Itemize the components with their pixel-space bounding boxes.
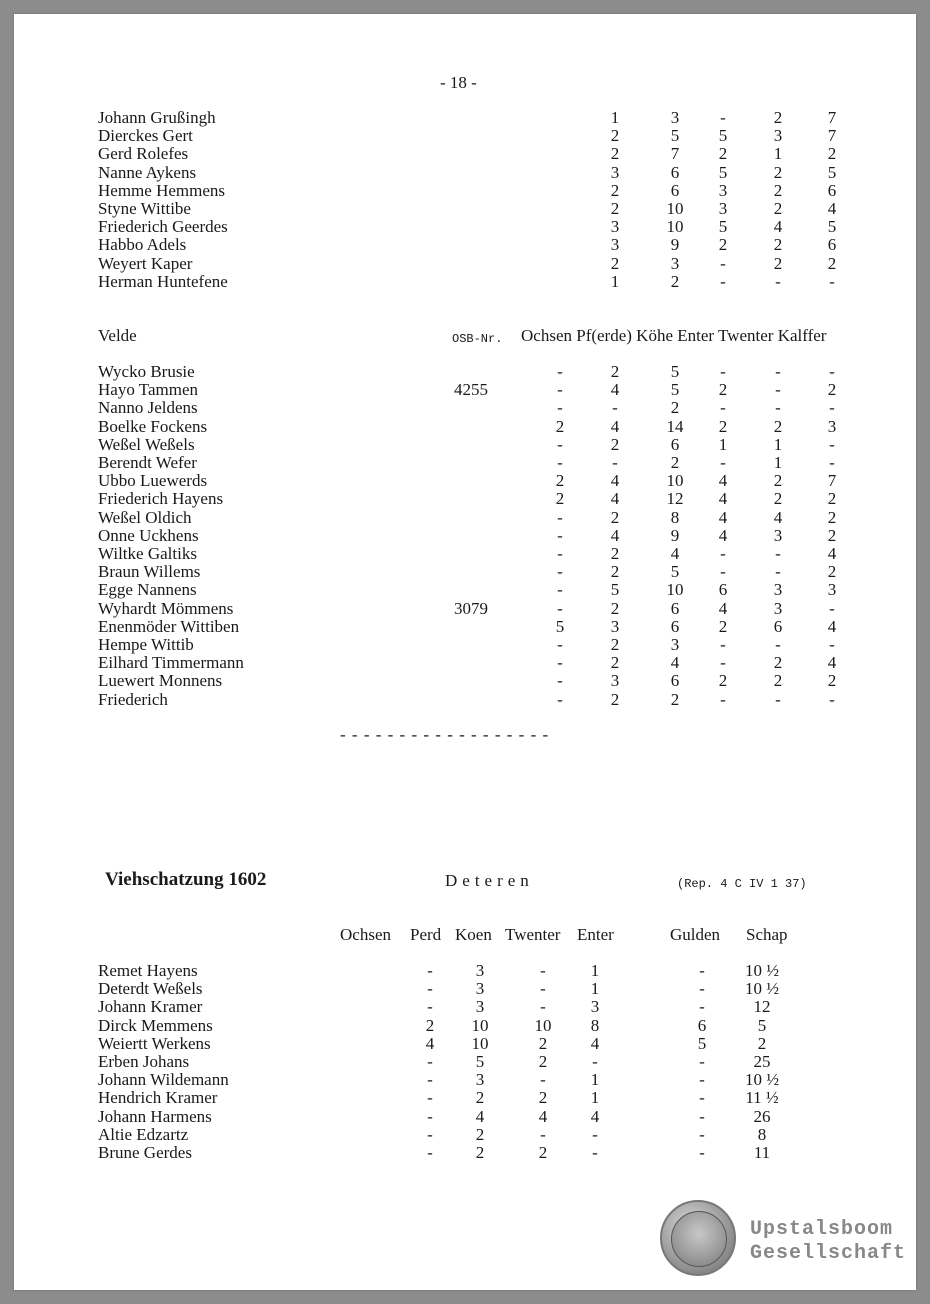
table-cell: 4 (773, 217, 783, 237)
table-cell: 2 (773, 235, 783, 255)
table-row-name: Johann Harmens (98, 1106, 212, 1126)
table-cell: - (612, 453, 618, 472)
table-cell: 2 (773, 489, 783, 509)
table-cell: - (557, 507, 563, 527)
table-cell: 6 (670, 671, 680, 691)
table-cell: 3 (610, 616, 620, 636)
table-cell: 2 (670, 453, 680, 472)
table-row-name: Dirck Memmens (98, 1015, 213, 1035)
table-cell: 6 (718, 580, 728, 600)
table-cell: - (720, 108, 726, 127)
table-cell: - (829, 598, 835, 618)
column-header: Gulden (670, 925, 721, 944)
table-cell: 5 (610, 580, 620, 600)
table-cell: - (557, 671, 563, 691)
table-cell: 2 (538, 1088, 548, 1108)
table-cell: 4 (610, 525, 620, 545)
table-cell: 2 (610, 689, 620, 709)
table-cell: 3 (610, 162, 620, 182)
table-cell: 1 (773, 434, 783, 454)
table-cell: 9 (670, 525, 680, 545)
table-row-name: Hemme Hemmens (98, 180, 225, 200)
table-cell: 6 (670, 598, 680, 618)
table-row-name: Weßel Oldich (98, 507, 192, 527)
table-cell: 2 (718, 616, 728, 636)
table-cell: 1 (610, 271, 620, 291)
column-header: Schap (746, 925, 788, 944)
table-cell: - (699, 1052, 705, 1071)
table-cell: 5 (697, 1033, 707, 1053)
table-row-name: Dierckes Gert (98, 126, 193, 146)
table-cell: 1 (590, 961, 600, 980)
table-cell: 10 (666, 580, 684, 600)
table-cell: 2 (773, 653, 783, 673)
table-cell: 10 (471, 1015, 489, 1035)
table-cell: 4 (610, 489, 620, 509)
table-cell: 2 (555, 416, 565, 436)
table-row-name: Friederich Geerdes (98, 217, 228, 237)
table-cell: 5 (555, 616, 565, 636)
table-cell: 2 (538, 1033, 548, 1053)
table-row-name: Gerd Rolefes (98, 144, 189, 164)
table-row-name: Wiltke Galtiks (98, 544, 197, 563)
table-cell: - (540, 997, 546, 1017)
table-cell: 2 (538, 1052, 548, 1071)
table-cell: 5 (827, 162, 837, 182)
table-cell: 2 (475, 1124, 485, 1144)
table-cell: 9 (670, 235, 680, 255)
table-row-name: Boelke Fockens (98, 416, 208, 436)
table-row-name: Altie Edzartz (98, 1124, 189, 1144)
logo-line2: Gesellschaft (750, 1242, 907, 1265)
table-cell: 2 (475, 1088, 485, 1108)
table-cell: 10 (666, 471, 684, 491)
section3-place: Deteren (445, 871, 534, 890)
table-row-name: Nanno Jeldens (98, 398, 198, 418)
table-cell: 2 (475, 1143, 485, 1162)
table-cell: - (557, 525, 563, 545)
table-cell: 2 (773, 180, 783, 200)
section3-reference: (Rep. 4 C IV 1 37) (677, 877, 807, 891)
table-cell: 2 (610, 180, 620, 200)
table-cell: 5 (670, 362, 680, 381)
table-cell: 3 (670, 635, 680, 654)
table-row-name: Braun Willems (98, 562, 201, 582)
table-cell: 2 (610, 253, 620, 273)
table-cell: 5 (670, 126, 680, 146)
table-cell: - (720, 544, 726, 563)
table-cell: 6 (697, 1015, 707, 1035)
table-cell: - (775, 398, 781, 418)
table-cell: - (720, 562, 726, 582)
table-cell: 6 (670, 616, 680, 636)
table-cell: - (427, 961, 433, 980)
table-cell: 2 (555, 471, 565, 491)
table-cell: 2 (827, 562, 837, 582)
table-cell: - (557, 362, 563, 381)
table-cell: 3 (610, 235, 620, 255)
table-cell: - (557, 653, 563, 673)
table-cell: 3 (773, 598, 783, 618)
table-row-name: Johann Kramer (98, 997, 203, 1017)
table-cell: 25 (753, 1052, 771, 1071)
table-cell: 10 (471, 1033, 489, 1053)
table-cell: 1 (610, 108, 620, 127)
table-cell: - (557, 689, 563, 709)
table-cell: - (720, 271, 726, 291)
table-row-name: Ubbo Luewerds (98, 471, 208, 491)
table-cell: - (829, 635, 835, 654)
table-cell: 4 (670, 653, 680, 673)
table-cell: 2 (555, 489, 565, 509)
table-cell: 2 (610, 653, 620, 673)
table-cell: 3 (670, 253, 680, 273)
section2-osb-label: OSB-Nr. (452, 332, 503, 346)
table-cell: 1 (590, 1070, 600, 1090)
table-cell: 2 (425, 1015, 435, 1035)
table-cell: - (540, 1124, 546, 1144)
table-cell: 4 (610, 380, 620, 400)
document-page (14, 14, 916, 1290)
table-cell: 3 (475, 1070, 485, 1090)
table-cell: 2 (718, 671, 728, 691)
table-cell: - (829, 689, 835, 709)
table-cell: - (699, 979, 705, 999)
table-cell: - (557, 544, 563, 563)
table-cell: 1 (773, 144, 783, 164)
table-cell: - (557, 398, 563, 418)
table-cell: 3 (827, 580, 837, 600)
table-cell: 5 (718, 162, 728, 182)
table-cell: 1 (718, 434, 728, 454)
table-row-name: Enenmöder Wittiben (98, 616, 240, 636)
table-cell: - (699, 1124, 705, 1144)
table-cell: 2 (610, 362, 620, 381)
table-row-name: Eilhard Timmermann (98, 653, 244, 673)
table-cell: 2 (773, 108, 783, 127)
column-header: Perd (410, 925, 442, 944)
table-cell: 1 (773, 453, 783, 472)
table-cell: 3 (475, 979, 485, 999)
table-cell: 7 (827, 108, 837, 127)
table-cell: 6 (773, 616, 783, 636)
table-cell: 4 (590, 1033, 600, 1053)
table-cell: 4 (827, 544, 837, 563)
table-cell: - (557, 453, 563, 472)
table-cell: - (720, 362, 726, 381)
table-cell: 14 (666, 416, 684, 436)
table-cell: 1 (590, 1088, 600, 1108)
table-cell: - (699, 1106, 705, 1126)
table-cell: 6 (670, 434, 680, 454)
table-cell: - (775, 544, 781, 563)
table-cell: 1 (590, 979, 600, 999)
table-cell: 4 (670, 544, 680, 563)
table-row-name: Johann Grußingh (98, 108, 216, 127)
table-row-name: Berendt Wefer (98, 453, 197, 472)
table-cell: 2 (610, 562, 620, 582)
table-cell: - (720, 453, 726, 472)
table-cell: 2 (610, 199, 620, 218)
table-cell: - (427, 1143, 433, 1162)
table-cell: - (427, 1070, 433, 1090)
table-row-name: Wyhardt Mömmens (98, 598, 234, 618)
table-cell: 3 (610, 671, 620, 691)
table-cell: 2 (773, 416, 783, 436)
table-row-name: Deterdt Weßels (98, 979, 203, 999)
table-cell: 2 (718, 235, 728, 255)
table-cell: 5 (670, 562, 680, 582)
table-cell: 6 (670, 162, 680, 182)
table-row-name: Hempe Wittib (98, 635, 194, 654)
table-cell: - (427, 1052, 433, 1071)
table-cell: 10 (666, 199, 684, 218)
table-cell: - (829, 453, 835, 472)
table-cell: 26 (753, 1106, 771, 1126)
table-cell: 12 (753, 997, 771, 1017)
table-cell: - (829, 398, 835, 418)
table-cell: 4 (773, 507, 783, 527)
column-header: Koen (455, 925, 492, 944)
table-cell: 4 (610, 416, 620, 436)
table-cell: 2 (773, 199, 783, 218)
table-cell: 5 (718, 217, 728, 237)
table-cell: 2 (610, 144, 620, 164)
table-row-name: Hayo Tammen (98, 380, 198, 400)
table-cell: - (720, 689, 726, 709)
table-cell: 4 (718, 489, 728, 509)
table-cell: - (427, 1106, 433, 1126)
table-cell: - (540, 961, 546, 980)
table-cell: 8 (590, 1015, 600, 1035)
table-row-name: Weiertt Werkens (98, 1033, 211, 1053)
table-cell: 10 (534, 1015, 552, 1035)
table-cell: 10 ½ (745, 979, 779, 999)
table-cell: 6 (827, 180, 837, 200)
table-cell: - (699, 1088, 705, 1108)
page-number: - 18 - (440, 73, 477, 92)
table-cell: 2 (773, 471, 783, 491)
table-cell: 5 (827, 217, 837, 237)
table-cell: 3 (590, 997, 600, 1017)
table-row-name: Erben Johans (98, 1052, 190, 1071)
osb-number: 4255 (454, 380, 488, 400)
table-cell: - (720, 635, 726, 654)
table-cell: - (699, 1070, 705, 1090)
section2-column-headers: Ochsen Pf(erde) Köhe Enter Twenter Kalffer (521, 326, 827, 345)
table-cell: 2 (670, 689, 680, 709)
table-cell: 3 (670, 108, 680, 127)
table-cell: - (557, 580, 563, 600)
table-cell: - (699, 961, 705, 980)
table-cell: - (775, 562, 781, 582)
table-cell: 2 (610, 635, 620, 654)
table-cell: 2 (827, 144, 837, 164)
table-cell: 10 ½ (745, 1070, 779, 1090)
table-cell: - (829, 434, 835, 454)
table-cell: 3 (610, 217, 620, 237)
table-cell: 3 (773, 525, 783, 545)
table-cell: 2 (718, 416, 728, 436)
table-cell: 11 ½ (745, 1088, 779, 1108)
table-cell: 10 (666, 217, 684, 237)
table-row-name: Weßel Weßels (98, 434, 195, 454)
table-row-name: Hendrich Kramer (98, 1088, 218, 1108)
table-cell: - (540, 1070, 546, 1090)
table-cell: 2 (610, 598, 620, 618)
table-cell: 2 (827, 380, 837, 400)
table-cell: - (775, 362, 781, 381)
table-cell: 2 (827, 525, 837, 545)
table-cell: - (427, 1088, 433, 1108)
table-row-name: Weyert Kaper (98, 253, 193, 273)
table-cell: - (427, 979, 433, 999)
separator: - - - - - - - - - - - - - - - - - - (340, 725, 550, 744)
table-cell: 4 (827, 199, 837, 218)
table-cell: - (612, 398, 618, 418)
table-cell: 4 (475, 1106, 485, 1126)
table-cell: - (540, 979, 546, 999)
table-cell: 7 (670, 144, 680, 164)
table-row-name: Nanne Aykens (98, 162, 197, 182)
table-cell: 2 (757, 1033, 767, 1053)
table-cell: 8 (670, 507, 680, 527)
table-cell: 3 (718, 180, 728, 200)
table-row-name: Friederich (98, 689, 168, 709)
table-cell: 12 (666, 489, 684, 509)
table-cell: 3 (475, 997, 485, 1017)
table-cell: - (427, 1124, 433, 1144)
seal-logo-icon (660, 1200, 736, 1276)
table-cell: 2 (773, 162, 783, 182)
table-cell: - (699, 997, 705, 1017)
table-cell: 7 (827, 471, 837, 491)
table-cell: - (557, 635, 563, 654)
table-cell: 3 (475, 961, 485, 980)
table-cell: 2 (827, 507, 837, 527)
table-cell: - (592, 1052, 598, 1071)
table-cell: - (829, 271, 835, 291)
table-cell: 5 (670, 380, 680, 400)
table-cell: 4 (718, 525, 728, 545)
table-cell: 4 (827, 616, 837, 636)
table-cell: - (775, 635, 781, 654)
table-cell: 5 (718, 126, 728, 146)
table-row-name: Luewert Monnens (98, 671, 223, 691)
table-cell: - (699, 1143, 705, 1162)
table-cell: 7 (827, 126, 837, 146)
table-cell: 11 (753, 1143, 771, 1162)
table-cell: 3 (773, 580, 783, 600)
table-row-name: Remet Hayens (98, 961, 198, 980)
table-cell: 2 (610, 544, 620, 563)
table-cell: 4 (538, 1106, 548, 1126)
table-cell: - (557, 380, 563, 400)
table-row-name: Wycko Brusie (98, 362, 195, 381)
section2-place: Velde (98, 326, 137, 345)
column-header: Ochsen (340, 925, 391, 944)
table-row-name: Habbo Adels (98, 235, 187, 255)
table-cell: 3 (718, 199, 728, 218)
table-cell: 4 (610, 471, 620, 491)
table-cell: 8 (757, 1124, 767, 1144)
table-cell: 4 (425, 1033, 435, 1053)
table-cell: 2 (827, 253, 837, 273)
table-cell: - (829, 362, 835, 381)
table-cell: 4 (718, 471, 728, 491)
table-cell: 2 (827, 671, 837, 691)
section3-title: Viehschatzung 1602 (105, 869, 267, 890)
table-cell: 3 (827, 416, 837, 436)
table-cell: 2 (773, 253, 783, 273)
table-row-name: Onne Uckhens (98, 525, 199, 545)
table-row-name: Johann Wildemann (98, 1070, 229, 1090)
table-cell: - (720, 253, 726, 273)
table-cell: 4 (590, 1106, 600, 1126)
table-cell: 2 (718, 380, 728, 400)
table-cell: 3 (773, 126, 783, 146)
table-cell: 2 (610, 507, 620, 527)
table-cell: - (720, 653, 726, 673)
table-cell: 4 (827, 653, 837, 673)
table-cell: - (557, 562, 563, 582)
table-cell: - (427, 997, 433, 1017)
table-cell: 2 (610, 434, 620, 454)
table-cell: 2 (827, 489, 837, 509)
table-row-name: Styne Wittibe (98, 199, 191, 218)
table-cell: 4 (718, 507, 728, 527)
table-cell: 2 (670, 271, 680, 291)
table-cell: - (592, 1124, 598, 1144)
table-cell: 4 (718, 598, 728, 618)
table-row-name: Brune Gerdes (98, 1143, 192, 1162)
table-cell: 5 (757, 1015, 767, 1035)
table-cell: 2 (670, 398, 680, 418)
table-cell: - (775, 271, 781, 291)
table-cell: 2 (610, 126, 620, 146)
table-cell: - (592, 1143, 598, 1162)
table-cell: - (775, 689, 781, 709)
table-cell: - (557, 434, 563, 454)
table-cell: 6 (827, 235, 837, 255)
table-row-name: Friederich Hayens (98, 489, 224, 509)
table-cell: - (775, 380, 781, 400)
table-cell: 10 ½ (745, 961, 779, 980)
table-cell: 2 (538, 1143, 548, 1162)
table-cell: - (557, 598, 563, 618)
table-cell: 2 (718, 144, 728, 164)
table-row-name: Herman Huntefene (98, 271, 228, 291)
table-cell: 6 (670, 180, 680, 200)
column-header: Enter (577, 925, 614, 944)
table-cell: - (720, 398, 726, 418)
logo-line1: Upstalsboom (750, 1218, 894, 1241)
table-cell: 2 (773, 671, 783, 691)
table-cell: 5 (475, 1052, 485, 1071)
table-row-name: Egge Nannens (98, 580, 197, 600)
osb-number: 3079 (454, 598, 488, 618)
column-header: Twenter (505, 925, 561, 944)
